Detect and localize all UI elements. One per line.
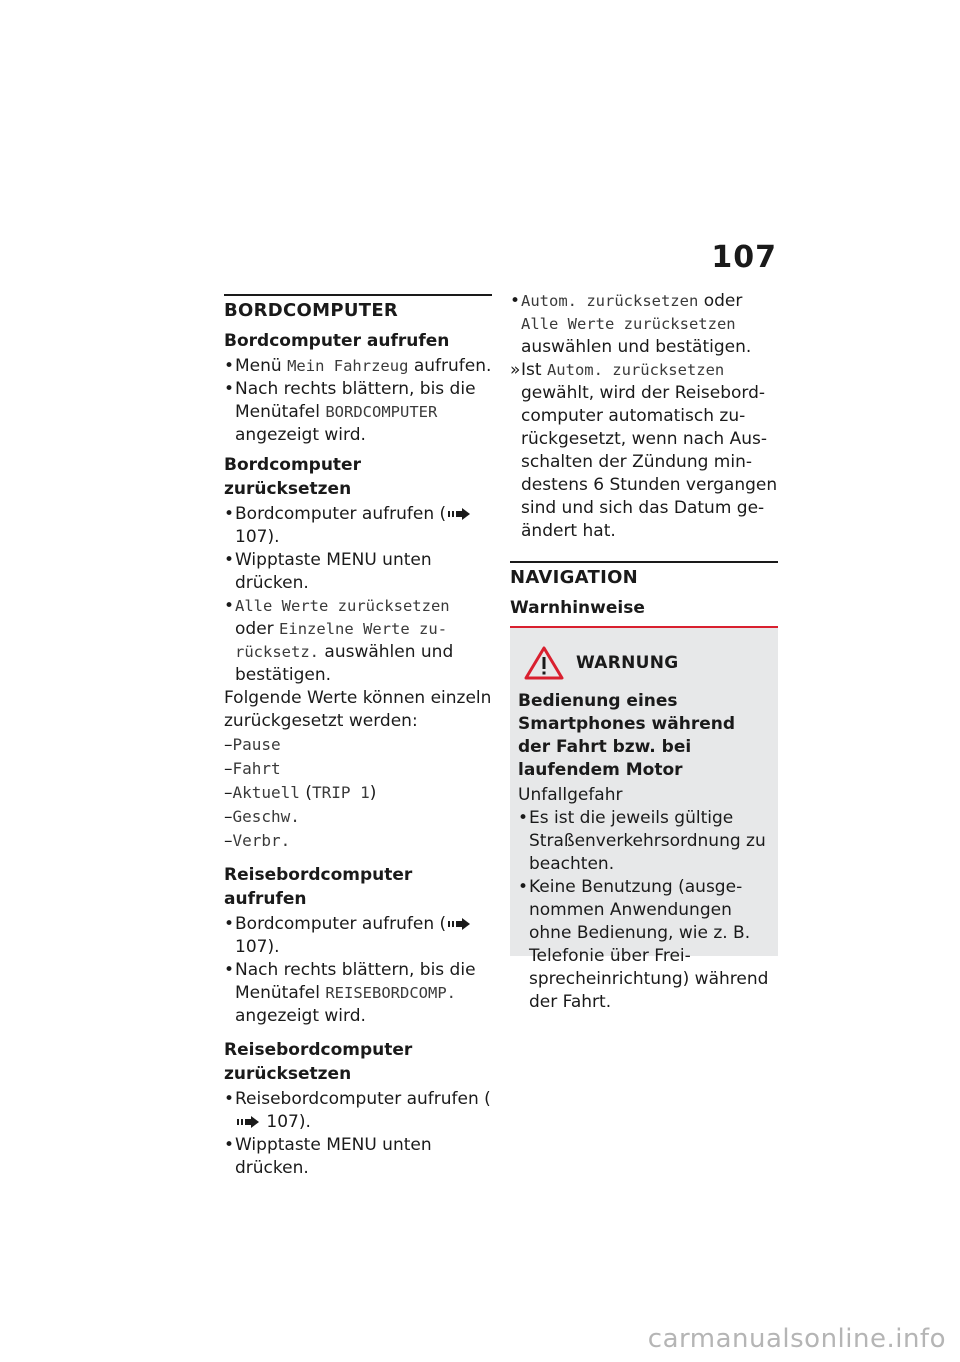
page-reference-arrow-icon (446, 918, 472, 930)
warning-bullet: • Keine Benutzung (ausgenommen Anwendungen ohne Bedienung, wie z. B. Telefonie über Freisprecheinrichtung) während der Fahrt. (518, 877, 769, 1012)
subheading-reisebordcomputer-zuruecksetzen: Reisebordcomputer zurücksetzen (224, 1040, 413, 1084)
left-column (224, 294, 492, 1180)
list-item: • Alle Werte zurücksetzen oder Einzelne Werte zurücksetz. auswählen und bestätigen. (224, 596, 454, 685)
page-number: 107 (711, 240, 777, 275)
list-item: • Nach rechts blättern, bis die Menütafel BORDCOMPUTER angezeigt wird. (224, 379, 476, 445)
section-title-bordcomputer: BORDCOMPUTER (224, 294, 492, 323)
value-item-verbr: –Verbr. (224, 831, 291, 851)
note-text: Folgende Werte können einzeln zurückgesetzt werden: (224, 688, 492, 731)
list-item: • Autom. zurücksetzen oder Alle Werte zurücksetzen auswählen und bestätigen. (510, 291, 752, 357)
warning-bullet: • Es ist die jeweils gültige Straßenverkehrsordnung zu beachten. (518, 808, 766, 874)
list-item: • Bordcomputer aufrufen ( 107). (224, 913, 492, 959)
subheading-bordcomputer-zuruecksetzen: Bordcomputer zurücksetzen (224, 455, 361, 499)
subheading-bordcomputer-aufrufen: Bordcomputer aufrufen (224, 331, 450, 351)
warning-box (510, 626, 778, 1012)
warning-label: WARNUNG (576, 652, 679, 673)
warning-header (518, 646, 770, 680)
section-title-navigation: NAVIGATION (510, 561, 778, 590)
warning-type: Unfallgefahr (518, 785, 623, 805)
list-item: • Wipptaste MENU unten drücken. (224, 550, 432, 593)
page-reference-arrow-icon (235, 1116, 261, 1128)
value-item-geschw: –Geschw. (224, 807, 300, 827)
watermark: carmanualsonline.info (647, 1324, 946, 1354)
list-item: • Menü Mein Fahrzeug aufrufen. (224, 356, 492, 376)
warning-triangle-icon (524, 646, 564, 680)
list-item: • Nach rechts blättern, bis die Menütafel REISEBORDCOMP. angezeigt wird. (224, 960, 476, 1026)
list-item: • Wipptaste MENU unten drücken. (224, 1135, 432, 1178)
result-item: » Ist Autom. zurücksetzen gewählt, wird der Reisebordcomputer automatisch zurückgesetzt, wenn nach Ausschalten der Zündung mindestens 6 Stunden vergangen sind und sich das Datum geändert hat. (510, 360, 778, 541)
subheading-warnhinweise: Warnhinweise (510, 598, 645, 618)
subheading-reisebordcomputer-aufrufen: Reisebordcomputer aufrufen (224, 865, 413, 909)
list-item: • Bordcomputer aufrufen ( 107). (224, 503, 492, 549)
value-item-fahrt: –Fahrt (224, 759, 281, 779)
right-column (510, 290, 778, 1012)
value-item-pause: –Pause (224, 735, 281, 755)
page-reference-arrow-icon (446, 508, 472, 520)
value-item-aktuell: –Aktuell (TRIP 1) (224, 783, 377, 803)
warning-title: Bedienung eines Smartphones während der Fahrt bzw. bei laufendem Motor (518, 691, 736, 780)
list-item: • Reisebordcomputer aufrufen ( 107). (224, 1089, 491, 1132)
